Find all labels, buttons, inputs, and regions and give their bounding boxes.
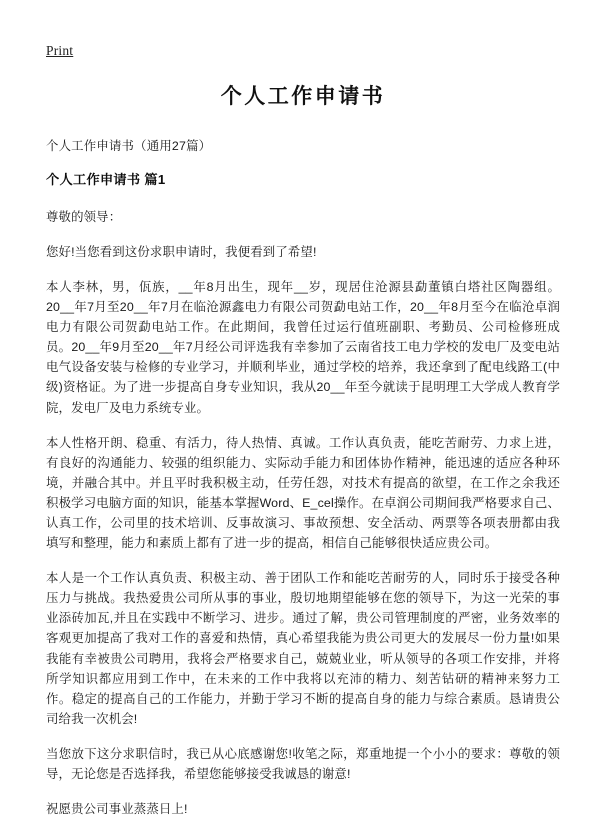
paragraph-salutation: 尊敬的领导： [46,209,122,224]
paragraph-background: 本人李林，男，佤族，__年8月出生，现年__岁，现居住沧源县勐董镇白塔社区陶器组。20__年7月至20__年7月在临沧源鑫电力有限公司贺勐电站工作，20__年8月至今在临沧卓润电力有限公司贺勐电站工作。在此期间，我曾任过运行值班副职、考勤员、公司检修班成员。20__年9月至20__年7月经公司评选我有幸参加了云南省技工电力学校的发电厂及变电站电气设备安装与检修的专业学习，并顺利毕业，通过学校的培养，我还拿到了配电线路工(中级)资格证。为了进一步提高自身专业知识，我从20__年至今就读于昆明理工大学成人教育学院，发电厂及电力系统专业。 [46,279,560,415]
paragraph-personality: 本人性格开朗、稳重、有活力，待人热情、真诚。工作认真负责，能吃苦耐劳、力求上进，有良好的沟通能力、较强的组织能力、实际动手能力和团体协作精神，能迅速的适应各种环境，并融合其中。并且平时我积极主动，任劳任怨，对技术有提高的欲望，在工作之余我还积极学习电脑方面的知识，能基本掌握Word、E_cel操作。在卓润公司期间我严格要求自己、认真工作，公司里的技术培训、反事故演习、事故预想、安全活动、两票等各项表册都由我填写和整理，能力和素质上都有了进一步的提高，相信自己能够很快适应贵公司。 [46,435,560,551]
print-button[interactable]: Print [46,43,74,58]
paragraph-greeting: 您好!当您看到这份求职申请时，我便看到了希望! [46,244,317,259]
paragraph-motivation: 本人是一个工作认真负责、积极主动、善于团队工作和能吃苦耐劳的人，同时乐于接受各种压力与挑战。我热爱贵公司所从事的事业，殷切地期望能够在您的领导下，为这一光荣的事业添砖加瓦,并且在实践中不断学习、进步。通过了解，贵公司管理制度的严密，业务效率的客观更加提高了我对工作的喜爱和热情，真心希望我能为贵公司更大的发展尽一份力量!如果我能有幸被贵公司聘用，我将会严格要求自己，兢兢业业，听从领导的各项工作安排，并将所学知识都应用到工作中，在未来的工作中我将以充沛的精力、刻苦钻研的精神来努力工作。稳定的提高自己的工作能力，并勤于学习不断的提高自身的能力与综合素质。恳请贵公司给我一次机会! [46,571,560,726]
section-heading: 个人工作申请书 篇1 [46,172,166,188]
document-subtitle: 个人工作申请书（通用27篇） [46,138,212,153]
paragraph-well-wishes: 祝愿贵公司事业蒸蒸日上! [46,802,188,817]
page-title: 个人工作申请书 [220,84,386,108]
paragraph-closing-request: 当您放下这分求职信时，我已从心底感谢您!收笔之际，郑重地提一个小小的要求：尊敬的领导，无论您是否选择我，希望您能够接受我诚恳的谢意! [46,746,560,782]
